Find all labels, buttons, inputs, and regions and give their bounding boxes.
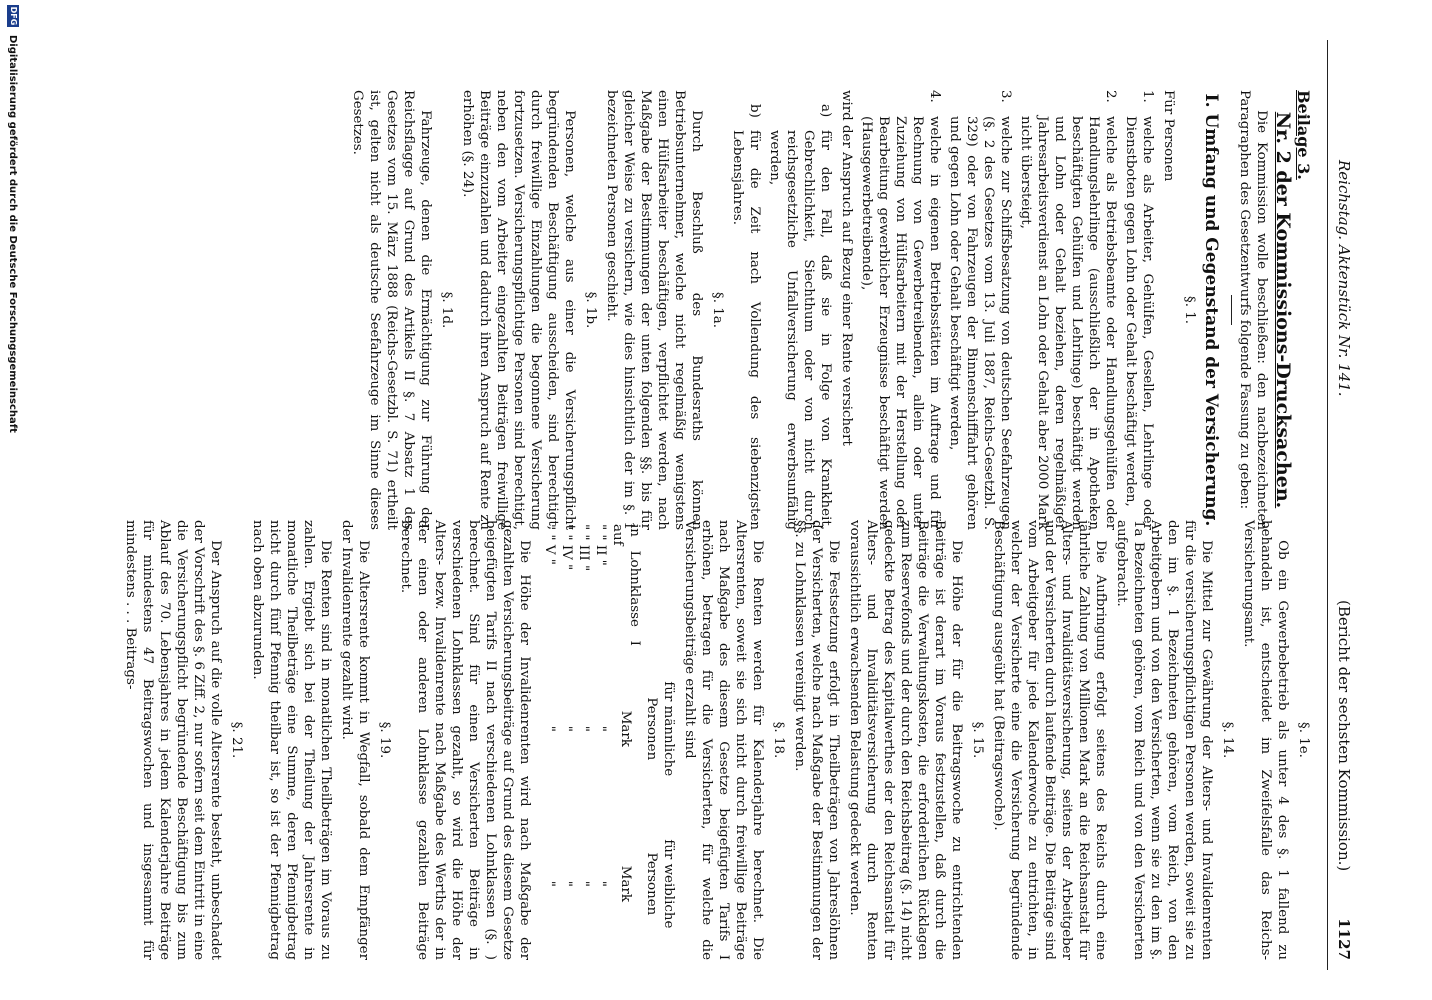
item-text: welche zur Schiffsbesatzung von deutschen Seefahrzeugen (§. 2 des Gesetzes vom 13. Juli 1887, Reichs-Gesetzbl. S. 329) oder von Fahrzeugen der Binnenschifffahrt gehören und gegen Lohn oder Gehalt beschäftigt werden,	[947, 116, 1013, 530]
item-number: 2.	[1103, 90, 1118, 103]
table-header-row	[643, 520, 677, 960]
page-number: 1127	[1335, 918, 1353, 960]
paragraph-number: §. 1.	[1182, 296, 1197, 324]
table-cell: "	[576, 725, 591, 732]
item-number: 3.	[998, 90, 1013, 103]
table-row	[609, 520, 643, 960]
table-cell: " " II "	[593, 524, 608, 566]
item-number: a)	[818, 104, 833, 118]
list-item	[1122, 90, 1156, 530]
table-cell: "	[559, 725, 574, 732]
s1-lead: Für Personen	[1161, 90, 1176, 182]
table-cell: "	[542, 880, 557, 887]
paragraph-number: §. 21.	[229, 721, 244, 759]
table-row	[575, 520, 592, 960]
header-right: (Bericht der sechsten Kommission.)	[1335, 600, 1353, 872]
digitization-text: Digitalisierung gefördert durch die Deutsche Forschungsgemeinschaft	[7, 35, 19, 433]
list-item	[766, 90, 834, 530]
list-item	[858, 90, 943, 530]
table-cell: "	[593, 725, 608, 732]
intro-text: Die Kommission wolle beschließen: den nachbezeichneten Paragraphen des Gesetzentwurfs folgende Fassung zu geben:	[1237, 90, 1269, 530]
table-cell: " " IV "	[559, 524, 574, 571]
paragraph-text: Die Mittel zur Gewährung der Alters- und Invalidenrenten für die versicherungspflichtigen Personen werden, soweit sie zu den im §. 1 Bezeichneten gehören, vom Reich, von den Arbeitgebern und von den Versicherten, wenn sie zu den im §. 1a Bezeichneten gehören, vom Reich und von den Versicherten aufgebracht.	[1114, 520, 1214, 960]
digitization-notice	[4, 5, 22, 995]
column-female: für weibliche Personen	[644, 839, 676, 929]
paragraph-text: Ob ein Gewerbebetrieb als unter 4 des §. 1 fallend zu behandeln ist, entscheidet im Zweifelsfalle das Reichs-Versicherungsamt.	[1241, 520, 1290, 960]
table-cell: Mark	[618, 865, 634, 902]
table-cell: "	[593, 880, 608, 887]
item-text: welche als Betriebsbeamte oder Handlungsgehülfen oder Handlungslehrlinge (ausschließlich der in Apotheken beschäftigten Gehülfen und Lehrlinge) beschäftigt werden und Lohn oder Gehalt beziehen, deren regelmäßiger Jahresarbeitsverdienst an Lohn oder Gehalt aber 2000 Mark nicht übersteigt,	[1018, 116, 1118, 530]
header-left: Reichstag. Aktenstück Nr. 141.	[1335, 160, 1353, 397]
paragraph-number: §. 1e.	[1296, 722, 1311, 758]
document-title: Nr. 2 der Kommissions-Drucksachen.	[1272, 111, 1294, 509]
right-column	[12, 520, 1312, 960]
s1-tail: wird der Anspruch auf Bezug einer Rente versichert	[839, 90, 854, 446]
paragraph-text: Die Renten werden für Kalenderjahre berechnet. Die Altersrenten, soweit sie sich nicht durch freiwillige Beiträge nach Maßgabe des diesem Gesetze beigefügten Tarifs I erhöhen, betragen für die Versicherten, für welche die Versicherungsbeiträge erzahlt sind	[682, 520, 765, 960]
paragraph-text: Der Anspruch auf die volle Altersrente besteht, unbeschadet der Vorschrift des §. 6 Ziff. 2, nur sofern seit dem Eintritt in eine die Versicherungspflicht begründende Beschäftigung bis zum Ablauf des 70. Lebensjahres in jedem Kalenderjahre Beiträge für mindestens 47 Beitragswochen und insgesammt für mindestens . . . Beitrags-	[123, 520, 223, 960]
table-row	[558, 520, 575, 960]
paragraph-text: Die Renten sind in monatlichen Theilbeträgen im Voraus zu zahlen. Ergiebt sich bei der Theilung der Jahresrente in monatliche Theilbeträge eine Summe, deren Pfennigbetrag nicht durch fünf Pfennig theilbar ist, so ist der Pfennigbetrag nach oben abzurunden.	[250, 520, 333, 960]
left-column	[12, 90, 1312, 530]
table-cell: Mark	[618, 710, 634, 747]
table-header-cell	[643, 520, 677, 650]
table-row	[541, 520, 558, 960]
paragraph-text: Fahrzeuge, denen die Ermächtigung zur Führung der Reichsflagge auf Grund des Artikels II §. 7 Absatz 1 des Gesetzes vom 15. März 1888 (Reichs-Gesetzbl. S. 71) ertheilt ist, gelten nicht als deutsche Seefahrzeuge im Sinne dieses Gesetzes.	[350, 90, 433, 530]
page-header	[1327, 40, 1357, 970]
paragraph-number: §. 18.	[771, 721, 786, 759]
lohnklassen-table	[541, 520, 677, 960]
item-number: 4.	[927, 90, 942, 103]
dfg-logo: DFG	[9, 6, 18, 26]
item-text: für den Fall, daß sie in Folge von Krankheit, Gebrechlichkeit, Siechthum oder von nicht durch reichsgesetzliche Unfallversicherung erwerbsunfähig werden,	[767, 130, 833, 530]
paragraph-number: §. 19.	[377, 721, 392, 759]
section-title: I. Umfang und Gegenstand der Versicherung.	[1201, 93, 1221, 527]
list-item	[729, 90, 763, 530]
beilage-label: Beilage 3.	[1294, 90, 1313, 180]
item-text: welche als Arbeiter, Gehülfen, Gesellen, Lehrlinge oder Dienstboten gegen Lohn oder Gehalt beschäftigt werden,	[1123, 116, 1155, 530]
table-cell: "	[559, 880, 574, 887]
table-cell: in Lohnklasse I auf	[610, 524, 642, 646]
paragraph-number: §. 1a.	[710, 292, 725, 328]
list-item	[946, 90, 1014, 530]
item-text: welche in eigenen Betriebsstätten im Auftrage und für Rechnung von Gewerbetreibenden, allein oder unter Zuziehung von Hülfsarbeitern mit der Herstellung oder Bearbeitung gewerblicher Erzeugnisse beschäftigt werden (Hausgewerbetreibende),	[859, 116, 942, 530]
list-item	[1017, 90, 1119, 530]
paragraph-text: Die Aufbringung erfolgt seitens des Reichs durch eine jährliche Zahlung von Millionen Mark an die Reichsanstalt für Alters- und Invaliditätsversicherung, seitens der Arbeitgeber und der Versicherten durch laufende Beiträge. Die Beiträge sind vom Arbeitgeber für jede Kalenderwoche zu entrichten, in welcher der Versicherte eine die Versicherung begründende Beschäftigung ausgeübt hat (Beitragswoche).	[991, 520, 1108, 960]
item-number: b)	[747, 104, 762, 118]
table-cell: " " V "	[542, 524, 557, 565]
table-cell: " " III "	[576, 524, 591, 572]
paragraph-number: §. 1d.	[439, 291, 454, 329]
paragraph-number: §. 15.	[970, 721, 985, 759]
column-male: für männliche Personen	[644, 681, 676, 777]
table-cell: "	[542, 725, 557, 732]
paragraph-number: §. 1b.	[583, 291, 598, 329]
paragraph-text: Personen, welche aus einer die Versicherungspflicht begründenden Beschäftigung ausscheiden, sind berechtigt, durch freiwillige Einzahlungen die begonnene Versicherung fortzusetzen. Versicherungspflichtige Personen sind berechtigt, neben den vom Arbeiter eingezahlten Beiträgen freiwillige Beiträge einzuzahlen und dadurch ihren Anspruch auf Rente zu erhöhen (§. 24).	[460, 90, 577, 530]
paragraph-text: Die Altersrente kommt in Wegfall, sobald dem Empfänger der Invalidenrente gezahlt wird.	[339, 520, 371, 960]
paragraph-text: Die Höhe der Invalidenrenten wird nach Maßgabe der gezahlten Versicherungsbeiträge auf Grund des diesem Gesetze beigefügten Tarifs II nach verschiedenen Lohnklassen (§. ) berechnet. Sind für einen Versicherten Beiträge in verschiedenen Lohnklassen gezahlt, so wird die Höhe der Alters- bezw. Invalidenrente nach Maßgabe des Werths der in der einen oder anderen Lohnklasse gezahlten Beiträge berechnet.	[398, 520, 532, 960]
paragraph-text: Die Festsetzung erfolgt in Theilbeträgen von Jahreslöhnen der Versicherten, welche nach Maßgabe der Bestimmungen der §§. zu Lohnklassen vereinigt werden.	[792, 520, 841, 960]
table-cell: "	[576, 880, 591, 887]
divider	[1231, 295, 1232, 325]
header-rule	[1327, 40, 1328, 970]
table-row	[592, 520, 609, 960]
paragraph-number: §. 14.	[1220, 721, 1235, 759]
item-number: 1.	[1140, 90, 1155, 103]
paragraph-text: Die Höhe der für die Beitragswoche zu entrichtenden Beiträge ist derart im Voraus festzustellen, daß durch die Beiträge die Verwaltungskosten, die erforderlichen Rücklagen zum Reservefonds und der durch den Reichsbeitrag (§. 14) nicht gedeckte Betrag des Kapitalwerthes der den Reichsanstalt für Alters- und Invaliditätsversicherung durch Renten voraussichtlich erwachsenden Belastung gedeckt werden.	[847, 520, 964, 960]
item-text: für die Zeit nach Vollendung des siebenzigsten Lebensjahres.	[730, 130, 762, 530]
paragraph-text: Durch Beschluß des Bundesraths können Betriebsunternehmer, welche nicht regelmäßig wenigstens einen Hülfsarbeiter beschäftigen, verpflichtet werden, nach Maßgabe der Bestimmungen der unten folgenden §§. bis für gleicher Weise zu versichern, wie dies hinsichtlich der im §. 1 bezeichneten Personen geschieht.	[604, 90, 704, 530]
